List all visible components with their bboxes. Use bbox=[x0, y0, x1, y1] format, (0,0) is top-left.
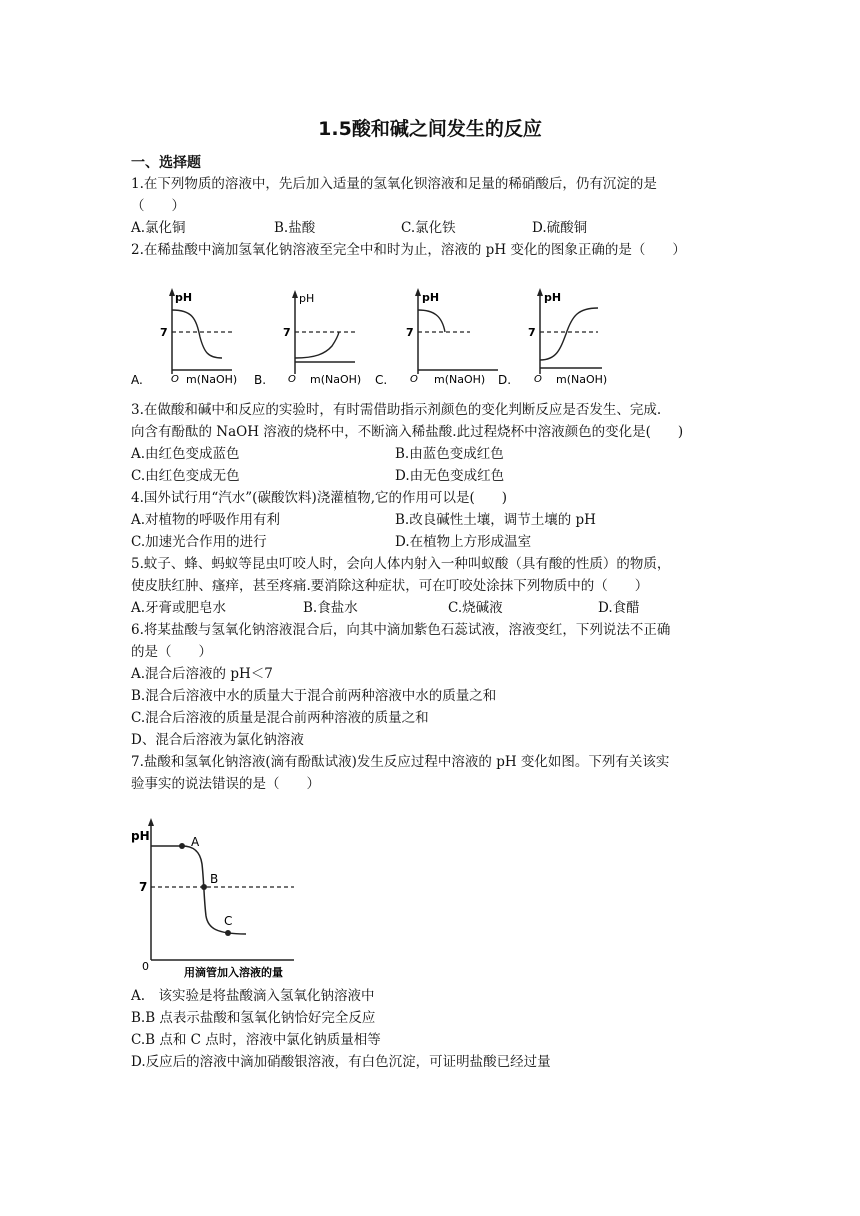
q2-label-a: A. bbox=[131, 373, 143, 387]
q1-stem: 1.在下列物质的溶液中，先后加入适量的氢氧化钡溶液和足量的稀硝酸后，仍有沉淀的是 bbox=[131, 176, 657, 192]
q5-stem-line1: 5.蚊子、蜂、蚂蚁等昆虫叮咬人时，会向人体内射入一种叫蚁酸（具有酸的性质）的物质， bbox=[131, 556, 671, 572]
q7-stem-line1: 7.盐酸和氢氧化钠溶液(滴有酚酞试液)发生反应过程中溶液的 pH 变化如图。下列有关该实 bbox=[131, 754, 670, 770]
q2-d-seven: 7 bbox=[528, 326, 536, 339]
q2-b-ylabel: pH bbox=[299, 292, 315, 305]
q7-graph-ylabel: pH bbox=[131, 829, 150, 843]
q5-option-d: D.食醋 bbox=[598, 600, 640, 616]
q2-b-origin: O bbox=[288, 374, 296, 385]
q2-d-ylabel: pH bbox=[544, 291, 562, 304]
q2-d-xlabel: m(NaOH) bbox=[556, 373, 608, 386]
q2-c-origin: O bbox=[410, 374, 418, 385]
q1-paren: （ ） bbox=[131, 198, 185, 214]
q7-stem-line2: 验事实的说法错误的是（ ） bbox=[131, 776, 320, 792]
q2-a-origin: O bbox=[171, 374, 179, 385]
q6-stem-line2: 的是（ ） bbox=[131, 644, 212, 660]
q5-option-b: B.食盐水 bbox=[303, 600, 358, 616]
q2-c-xlabel: m(NaOH) bbox=[434, 373, 486, 386]
q7-option-d: D.反应后的溶液中滴加硝酸银溶液，有白色沉淀，可证明盐酸已经过量 bbox=[131, 1054, 551, 1070]
q2-c-seven: 7 bbox=[406, 326, 414, 339]
q3-option-b: B.由蓝色变成红色 bbox=[395, 446, 504, 462]
q3-option-a: A.由红色变成蓝色 bbox=[131, 446, 240, 462]
q2-label-c: C. bbox=[375, 373, 388, 387]
q3-option-d: D.由无色变成红色 bbox=[395, 468, 505, 484]
q5-option-a: A.牙膏或肥皂水 bbox=[131, 600, 227, 616]
q7-option-c: C.B 点和 C 点时，溶液中氯化钠质量相等 bbox=[131, 1032, 381, 1048]
q7-point-a-label: A bbox=[191, 835, 200, 849]
q2-a-xlabel: m(NaOH) bbox=[186, 373, 238, 386]
q2-b-seven: 7 bbox=[283, 326, 291, 339]
q6-option-a: A.混合后溶液的 pH＜7 bbox=[131, 666, 273, 682]
q7-graph-zero: 0 bbox=[142, 960, 149, 973]
q5-option-c: C.烧碱液 bbox=[448, 600, 503, 616]
q2-a-ylabel: pH bbox=[175, 291, 193, 304]
q3-stem-line1: 3.在做酸和碱中和反应的实验时，有时需借助指示剂颜色的变化判断反应是否发生、完成. bbox=[131, 402, 662, 418]
q6-stem-line1: 6.将某盐酸与氢氧化钠溶液混合后，向其中滴加紫色石蕊试液，溶液变红，下列说法不正确 bbox=[131, 622, 671, 638]
q2-graph-a bbox=[131, 288, 266, 387]
q1-option-d: D.硫酸铜 bbox=[532, 220, 588, 236]
q2-label-b: B. bbox=[254, 373, 267, 387]
q1-option-a: A.氯化铜 bbox=[131, 220, 186, 236]
q7-graph-seven: 7 bbox=[139, 880, 148, 894]
q2-label-d: D. bbox=[498, 373, 512, 387]
q2-graph-d bbox=[528, 288, 607, 386]
q7-ph-graph bbox=[126, 812, 316, 982]
section-heading: 一、选择题 bbox=[131, 155, 201, 171]
page-title: 1.5酸和碱之间发生的反应 bbox=[318, 118, 542, 140]
q7-graph-xlabel: 用滴管加入溶液的量 bbox=[184, 966, 283, 979]
q4-option-d: D.在植物上方形成温室 bbox=[395, 534, 532, 550]
q2-b-xlabel: m(NaOH) bbox=[310, 373, 362, 386]
q4-option-c: C.加速光合作用的进行 bbox=[131, 534, 267, 550]
q7-point-c-label: C bbox=[224, 914, 233, 928]
q1-option-b: B.盐酸 bbox=[274, 220, 316, 236]
q4-stem: 4.国外试行用“汽水”(碳酸饮料)浇灌植物,它的作用可以是( ) bbox=[131, 490, 508, 506]
q7-point-c-marker bbox=[225, 930, 231, 936]
q7-point-b-label: B bbox=[210, 872, 219, 886]
q2-d-origin: O bbox=[534, 374, 542, 385]
q3-stem-line2: 向含有酚酞的 NaOH 溶液的烧杯中，不断滴入稀盐酸.此过程烧杯中溶液颜色的变化是( ) bbox=[131, 424, 684, 440]
q2-c-ylabel: pH bbox=[422, 291, 440, 304]
q1-option-c: C.氯化铁 bbox=[401, 220, 456, 236]
q2-graph-c bbox=[406, 288, 511, 387]
q2-stem: 2.在稀盐酸中滴加氢氧化钠溶液至完全中和时为止，溶液的 pH 变化的图象正确的是（ ） bbox=[131, 242, 686, 258]
q5-stem-line2: 使皮肤红肿、瘙痒，甚至疼痛.要消除这种症状，可在叮咬处涂抹下列物质中的（ ） bbox=[131, 578, 649, 594]
q2-a-seven: 7 bbox=[160, 326, 168, 339]
q7-option-b: B.B 点表示盐酸和氢氧化钠恰好完全反应 bbox=[131, 1010, 376, 1026]
q2-graph-options bbox=[120, 282, 640, 392]
q3-option-c: C.由红色变成无色 bbox=[131, 468, 240, 484]
q7-option-a: A. 该实验是将盐酸滴入氢氧化钠溶液中 bbox=[131, 988, 375, 1004]
q6-option-d: D、混合后溶液为氯化钠溶液 bbox=[131, 732, 304, 748]
q2-graph-b bbox=[283, 290, 387, 387]
q4-option-b: B.改良碱性土壤，调节土壤的 pH bbox=[395, 512, 596, 528]
q6-option-b: B.混合后溶液中水的质量大于混合前两种溶液中水的质量之和 bbox=[131, 688, 497, 704]
q7-point-a-marker bbox=[179, 843, 185, 849]
q7-point-b-marker bbox=[201, 884, 207, 890]
q4-option-a: A.对植物的呼吸作用有利 bbox=[131, 512, 281, 528]
q6-option-c: C.混合后溶液的质量是混合前两种溶液的质量之和 bbox=[131, 710, 429, 726]
